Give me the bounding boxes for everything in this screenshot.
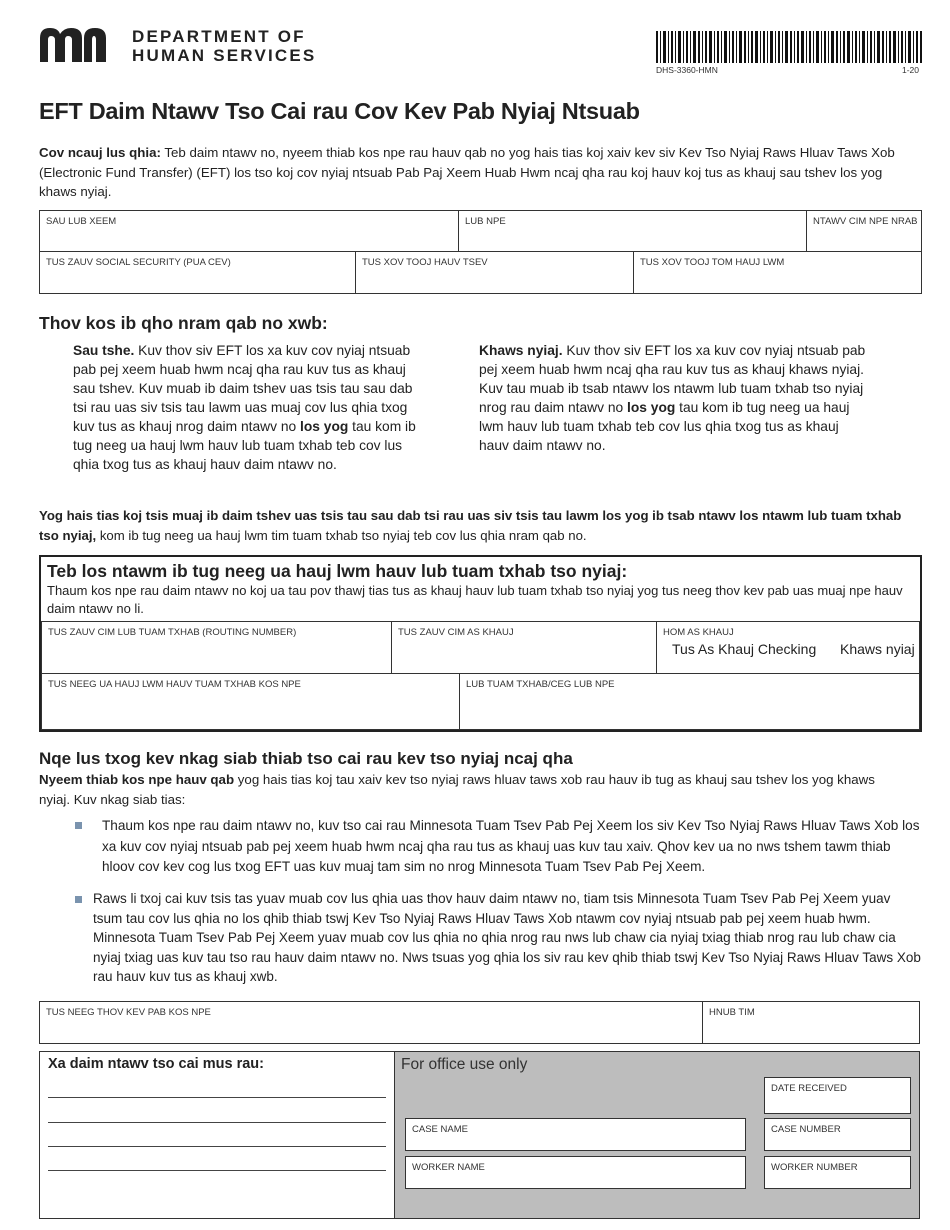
first-name-field[interactable] [458, 210, 807, 252]
intro-paragraph [39, 143, 919, 202]
work-phone-field[interactable] [633, 251, 922, 294]
case-name-label: CASE NAME [412, 1124, 468, 1135]
account-type-checking-option[interactable]: Tus As Khauj Checking [672, 641, 817, 657]
worker-number-field[interactable] [764, 1156, 911, 1189]
bank-note-text: kom ib tug neeg ua hauj lwm tim tuam txhab tso nyiaj teb cov lus qhia nram qab no. [96, 527, 587, 543]
signature-date-field[interactable] [702, 1001, 920, 1044]
mail-to-line-3[interactable] [48, 1146, 386, 1147]
bullet-marker-1 [75, 822, 82, 829]
last-name-field[interactable] [39, 210, 459, 252]
bank-subtext: Thaum kos npe rau daim ntawv no koj ua tau pov thawj tias tus as khauj hauv lub tuam txhab tso nyiaj yog tus neeg thov kev pab uas muaj npe hauv daim ntawv no li. [47, 583, 903, 616]
home-phone-label: TUS XOV TOOJ HAUV TSEV [362, 257, 488, 268]
case-number-field[interactable] [764, 1118, 911, 1151]
bank-signature-field[interactable] [41, 673, 460, 730]
terms-bullet-2: Raws li txoj cai kuv tsis tas yuav muab cov lus qhia uas thov hauv daim ntawv no, tiam tsis Minnesota Tuam Tsev Pab Pej Xeem yuav tsum tau cov lus qhia no los qhib thiab tswj Kev Tso Nyiaj Raws Hluav Taws Xob ntawm cov nyiaj ntsuab pab pej xeem huab hwm. Minnesota Tuam Tsev Pab Pej Xeem yuav muab cov lus qhia no qhia nrog rau nws lub chaw cia nyiaj txiag thiab nrog rau lub chaw cia nyiaj txiag uas kuv tau tso rau hauv daim ntawv no. Nws tsuas yog qhia los siv rau kev qhib thiab tswj Kev Tso Nyiaj Raws Hluav Taws Xob rau hauv kuv tus as khauj xwb. [93, 891, 921, 984]
department-line-1: DEPARTMENT OF [132, 27, 306, 46]
terms-heading: Nqe lus txog kev nkag siab thiab tso cai rau kev tso nyiaj ncaj qha [39, 749, 573, 768]
case-name-field[interactable] [405, 1118, 746, 1151]
intro-bold: Cov ncauj lus qhia: [39, 145, 161, 160]
account-type-savings-option[interactable]: Khaws nyiaj [840, 641, 915, 657]
home-phone-field[interactable] [355, 251, 634, 294]
checking-option-or: los yog [300, 419, 349, 434]
mail-to-line-2[interactable] [48, 1122, 386, 1123]
applicant-signature-label: TUS NEEG THOV KEV PAB KOS NPE [46, 1007, 211, 1018]
bank-heading: Teb los ntawm ib tug neeg ua hauj lwm hauv lub tuam txhab tso nyiaj: [47, 561, 628, 581]
worker-name-label: WORKER NAME [412, 1162, 485, 1173]
terms-intro-bold: Nyeem thiab kos npe hauv qab [39, 772, 235, 787]
middle-initial-label: NTAWV CIM NPE NRAB [813, 216, 918, 227]
bank-name-label: LUB TUAM TXHAB/CEG LUB NPE [466, 679, 615, 690]
work-phone-label: TUS XOV TOOJ TOM HAUJ LWM [640, 257, 785, 268]
savings-option-bold: Khaws nyiaj. [479, 343, 563, 358]
mail-to-line-1[interactable] [48, 1097, 386, 1098]
signature-date-label: HNUB TIM [709, 1007, 755, 1018]
barcode [656, 31, 922, 63]
choose-heading: Thov kos ib qho nram qab no xwb: [39, 313, 328, 333]
bank-note-bold: Yog hais tias koj tsis muaj ib daim tshev uas tsis tau sau dab tsi rau uas siv tsis tau lawm los yog ib tsab ntawv los ntawm lub tuam txhab tso nyiaj, [39, 508, 902, 543]
department-line-2: HUMAN SERVICES [132, 46, 317, 65]
bank-signature-label: TUS NEEG UA HAUJ LWM HAUV TUAM TXHAB KOS NPE [48, 679, 301, 690]
savings-option-or: los yog [627, 400, 676, 415]
routing-number-field[interactable] [41, 621, 392, 674]
savings-option-text[interactable] [479, 341, 869, 455]
first-name-label: LUB NPE [465, 216, 506, 227]
bullet-marker-2 [75, 896, 82, 903]
ssn-label: TUS ZAUV SOCIAL SECURITY (PUA CEV) [46, 257, 231, 268]
last-name-label: SAU LUB XEEM [46, 216, 117, 227]
checking-option-body-end: tau kom ib tug neeg ua hauj lwm hauv lub tuam txhab teb cov lus qhia txog tus as khauj hauv daim ntawv no. [73, 419, 416, 472]
checking-option-body: Kuv thov siv EFT los xa kuv cov nyiaj ntsuab pab pej xeem huab hwm ncaj qha rau kuv tus as khauj sau tshev. Kuv muab ib daim tshev uas tsis tau sau dab tsi rau uas siv tsis tau lawm uas muaj cov lus qhia txog kuv tus as khauj nrog daim ntawv no [73, 343, 413, 434]
account-number-label: TUS ZAUV CIM AS KHAUJ [398, 627, 514, 638]
bank-note [39, 506, 919, 545]
savings-option-body: Kuv thov siv EFT los xa kuv cov nyiaj ntsuab pab pej xeem huab hwm ncaj qha rau kuv tus as khauj khaws nyiaj. Kuv tau muab ib tsab ntawv los ntawm lub tuam txhab tso nyiaj nrog rau daim ntawv no [479, 343, 866, 415]
mail-to-line-4[interactable] [48, 1170, 386, 1171]
worker-name-field[interactable] [405, 1156, 746, 1189]
page-title: EFT Daim Ntawv Tso Cai rau Cov Kev Pab Nyiaj Ntsuab [39, 98, 640, 124]
bank-name-field[interactable] [459, 673, 920, 730]
account-number-field[interactable] [391, 621, 657, 674]
account-type-field [656, 621, 920, 674]
worker-number-label: WORKER NUMBER [771, 1162, 858, 1173]
terms-bullet-1: Thaum kos npe rau daim ntawv no, kuv tso cai rau Minnesota Tuam Tsev Pab Pej Xeem los siv Kev Tso Nyiaj Raws Hluav Taws Xob los xa kuv cov nyiaj ntsuab pab pej xeem huab hwm ncaj qha rau tus as khauj uas kuv tau xaiv. Qhov kev ua no nws tshem tawm thiab hloov cov kev cog lus txog EFT uas kuv muaj tam sim no nrog Minnesota Tuam Tsev Pab Pej Xeem. [102, 818, 920, 874]
middle-initial-field[interactable] [806, 210, 922, 252]
routing-number-label: TUS ZAUV CIM LUB TUAM TXHAB (ROUTING NUMBER) [48, 627, 297, 638]
applicant-signature-field[interactable] [39, 1001, 703, 1044]
checking-option-text[interactable] [73, 341, 428, 474]
case-number-label: CASE NUMBER [771, 1124, 841, 1135]
mail-to-heading: Xa daim ntawv tso cai mus rau: [48, 1056, 264, 1072]
dhs-logo [38, 26, 338, 66]
date-received-field[interactable] [764, 1077, 911, 1114]
ssn-field[interactable] [39, 251, 356, 294]
terms-intro [39, 770, 909, 810]
form-code: DHS-3360-HMN [656, 65, 718, 75]
terms-intro-text: yog hais tias koj tau xaiv kev tso nyiaj raws hluav taws xob rau hauv ib tug as khauj sau tshev los yog khaws nyiaj. Kuv nkag siab tias: [39, 772, 875, 807]
mn-logo-mark [38, 26, 120, 62]
intro-text: Teb daim ntawv no, nyeem thiab kos npe rau hauv qab no yog hais tias koj xaiv kev siv Kev Tso Nyiaj Raws Hluav Taws Xob (Electronic Fund Transfer) (EFT) los tso koj cov nyiaj ntsuab Pab Paj Xeem Huab Hwm ncaj qha rau koj hauv koj tus as khauj sau tshev los yog khaws nyiaj. [39, 145, 895, 199]
form-date: 1-20 [902, 65, 920, 75]
office-use-heading: For office use only [401, 1056, 528, 1073]
savings-option-body-end: tau kom ib tug neeg ua hauj lwm hauv lub tuam txhab teb cov lus qhia txog tus as khauj hauv daim ntawv no. [479, 400, 850, 453]
date-received-label: DATE RECEIVED [771, 1083, 847, 1094]
account-type-label: HOM AS KHAUJ [663, 627, 734, 638]
checking-option-bold: Sau tshe. [73, 343, 135, 358]
mail-to-box [39, 1051, 395, 1219]
